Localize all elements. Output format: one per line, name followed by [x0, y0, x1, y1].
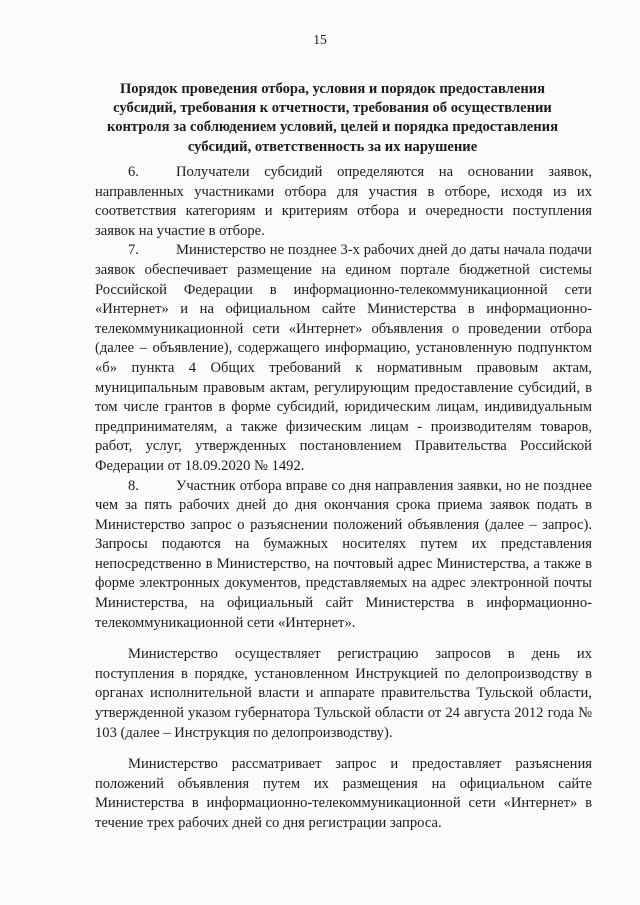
paragraph-spacer	[95, 743, 592, 755]
section-heading: Порядок проведения отбора, условия и порядок предоставления субсидий, требования к отчетности, требования об осуществлении контроля за соблюдением условий, целей и порядка предоставления субсидий, ответственность за их нарушение	[106, 81, 558, 155]
paragraph-registration	[95, 645, 592, 743]
paragraph-text: Министерство не позднее 3-х рабочих дней до даты начала подачи заявок обеспечивает размещение на едином портале бюджетной системы Российской Федерации в информационно-телекоммуникационной сети «Интернет» и на официальном сайте Министерства в информационно-телекоммуникационной сети «Интернет» объявления о проведении отбора (далее – объявление), содержащего информацию, установленную подпунктом «б» пункта 4 Общих требований к нормативным правовым актам, муниципальным правовым актам, регулирующим предоставление субсидий, в том числе грантов в форме субсидий, юридическим лицам, индивидуальным предпринимателям, а также физическим лицам - производителям товаров, работ, услуг, утвержденных постановлением Правительства Российской Федерации от 18.09.2020 № 1492.	[95, 242, 592, 474]
paragraph-number: 8.	[128, 477, 139, 494]
paragraph-spacer	[95, 633, 592, 645]
paragraph-text: Получатели субсидий определяются на основании заявок, направленных участниками отбора для участия в отборе, исходя из их соответствия категориям и критериям отбора и очередности поступления заявок на участие в отборе.	[95, 164, 592, 239]
paragraph-text: Министерство рассматривает запрос и предоставляет разъяснения положений объявления путем их размещения на официальном сайте Министерства в информационно-телекоммуникационной сети «Интернет» в течение трех рабочих дней со дня регистрации запроса.	[95, 756, 592, 831]
paragraph-text: Министерство осуществляет регистрацию запросов в день их поступления в порядке, установленном Инструкцией по делопроизводству в органах исполнительной власти и аппарате правительства Тульской области, утвержденной указом губернатора Тульской области от 24 августа 2012 года № 103 (далее – Инструкция по делопроизводству).	[95, 646, 592, 741]
page-number: 15	[313, 32, 327, 47]
document-body	[95, 163, 592, 834]
paragraph-text: Участник отбора вправе со дня направления заявки, но не позднее чем за пять рабочих дней до дня окончания срока приема заявок подать в Министерство запрос о разъяснении положений объявления (далее – запрос). Запросы подаются на бумажных носителях путем их представления непосредственно в Министерство, на почтовый адрес Министерства, а также в форме электронных документов, представляемых на адрес электронной почты Министерства, на официальный сайт Министерства в информационно-телекоммуникационной сети «Интернет».	[95, 477, 592, 631]
paragraph-7	[95, 241, 592, 476]
paragraph-number: 6.	[128, 164, 139, 180]
paragraph-6	[95, 163, 592, 241]
paragraph-clarification	[95, 755, 592, 833]
paragraph-8	[95, 477, 592, 634]
paragraph-number: 7.	[128, 242, 139, 259]
